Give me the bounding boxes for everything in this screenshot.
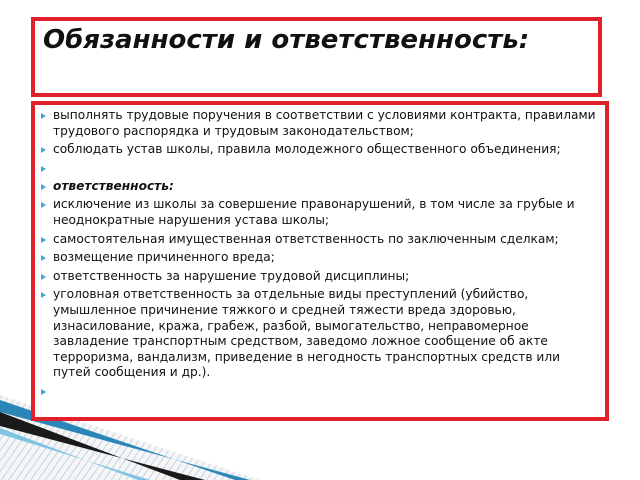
list-item-text: возмещение причиненного вреда; [53, 250, 275, 265]
list-item [41, 232, 601, 248]
list-item [41, 269, 601, 285]
list-item [41, 287, 601, 381]
bullet-arrow-icon [41, 113, 46, 119]
bullet-arrow-icon [41, 166, 46, 172]
bullet-arrow-icon [41, 202, 46, 208]
list-item [41, 142, 601, 158]
list-item-text: ответственность за нарушение трудовой дисциплины; [53, 268, 410, 283]
bullet-arrow-icon [41, 237, 46, 243]
list-item [41, 161, 601, 176]
list-item-text: выполнять трудовые поручения в соответствии с условиями контракта, правилами трудового распорядка и трудовым законодательством; [53, 108, 596, 138]
list-item-text: соблюдать устав школы, правила молодежного общественного объединения; [53, 142, 561, 157]
bullet-list [41, 108, 601, 399]
list-item [41, 250, 601, 266]
list-item-text: исключение из школы за совершение правонарушений, в том числе за грубые и неоднократные нарушения устава школы; [53, 197, 575, 227]
content-panel [31, 101, 609, 421]
bullet-arrow-icon [41, 274, 46, 280]
list-item [41, 197, 601, 228]
title-panel [31, 17, 602, 97]
list-item-text: ответственность: [53, 178, 174, 193]
list-item-text: уголовная ответственность за отдельные виды преступлений (убийство, умышленное причинение тяжкого и средней тяжести вреда здоровью, изнасилование, кража, грабеж, разбой, вымогательство, неправомерное завладение транспортным средством, заведомо ложное сообщение об акте терроризма, вандализм, приведение в негодность транспортных средств или путей сообщения и др.). [53, 287, 561, 380]
list-item [41, 179, 601, 195]
bullet-arrow-icon [41, 255, 46, 261]
bullet-arrow-icon [41, 389, 46, 395]
list-item [41, 108, 601, 139]
list-item-text: самостоятельная имущественная ответственность по заключенным сделкам; [53, 231, 559, 246]
bullet-arrow-icon [41, 292, 46, 298]
bullet-arrow-icon [41, 184, 46, 190]
list-item [41, 384, 601, 399]
slide-title: Обязанности и ответственность: [43, 25, 530, 55]
bullet-arrow-icon [41, 147, 46, 153]
